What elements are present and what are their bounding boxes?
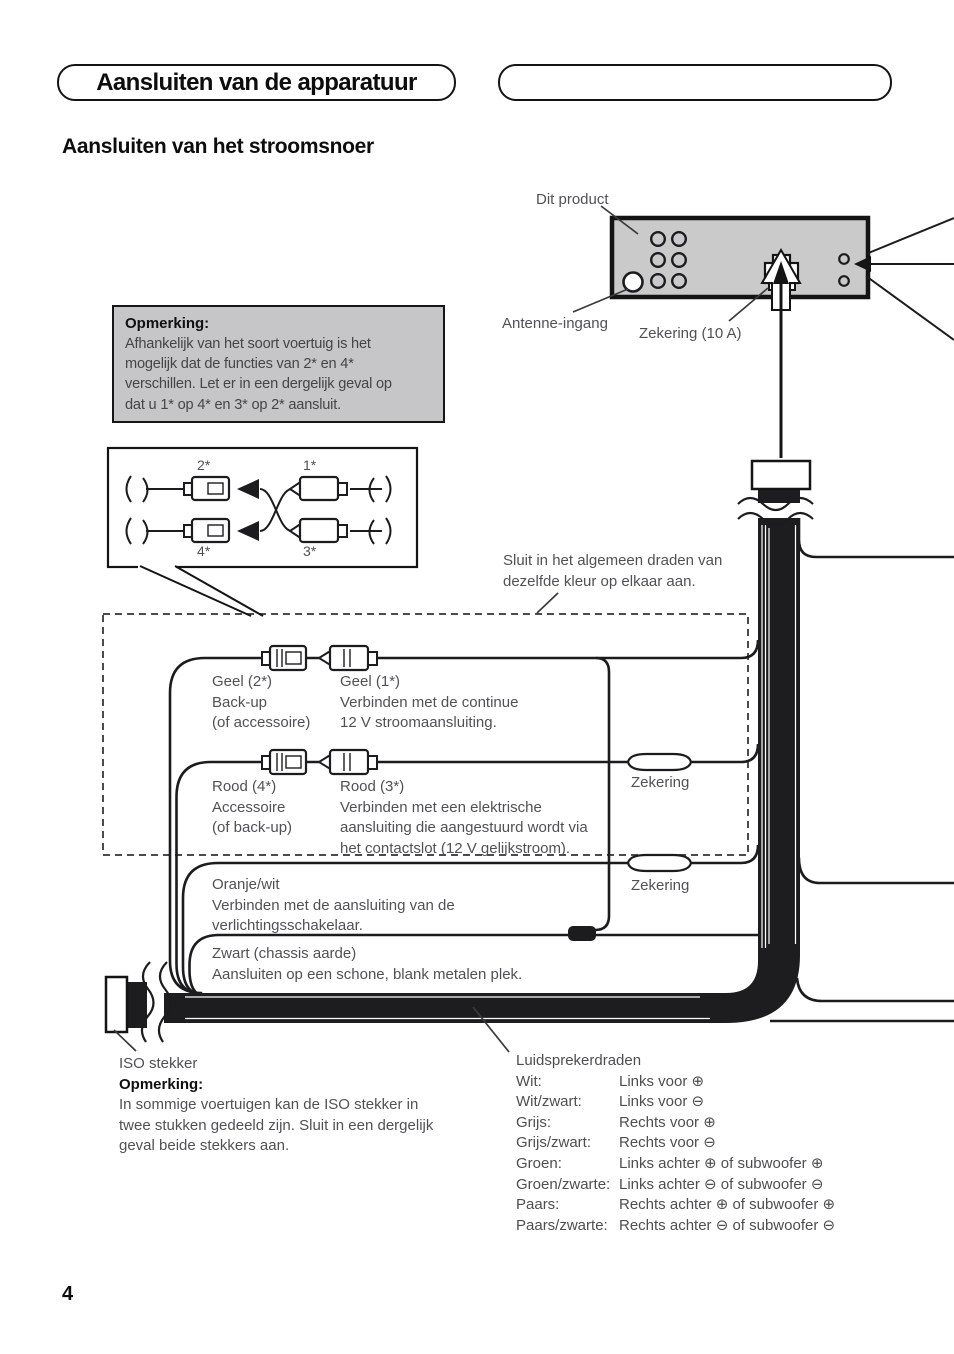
empty-title-box bbox=[498, 64, 892, 101]
ground-terminal-icon bbox=[568, 926, 596, 941]
fuse-icon-2 bbox=[628, 855, 691, 871]
speaker-row: Groen: Links achter ⊕ of subwoofer ⊕ bbox=[516, 1154, 824, 1172]
spade-connector-male-rood bbox=[319, 750, 377, 774]
up-arrow-icon bbox=[762, 250, 800, 458]
speaker-row: Grijs: Rechts voor ⊕ bbox=[516, 1113, 716, 1131]
label-geel2: Geel (2*) Back-up (of accessoire) bbox=[212, 673, 311, 731]
label-zekering-2: Zekering bbox=[631, 877, 690, 894]
leader-antenne bbox=[573, 289, 628, 312]
label-oranje: Oranje/wit Verbinden met de aansluiting van de verlichtingsschakelaar. bbox=[212, 876, 455, 934]
hint-line: dezelfde kleur op elkaar aan. bbox=[503, 572, 696, 590]
label-zekering-10a: Zekering (10 A) bbox=[639, 325, 742, 342]
connector-label-2: 2* bbox=[197, 457, 211, 473]
output-port bbox=[839, 276, 849, 286]
iso-note: Opmerking: In sommige voertuigen kan de ISO stekker in twee stukken gedeeld zijn. Sluit in een dergelijk geval beide stekkers aan. bbox=[119, 1076, 434, 1154]
speaker-row: Paars/zwarte: Rechts achter ⊖ of subwoofer ⊖ bbox=[516, 1216, 836, 1234]
label-antenne-ingang: Antenne-ingang bbox=[502, 315, 608, 332]
connector-label-3: 3* bbox=[303, 543, 317, 559]
note-title: Opmerking: bbox=[125, 315, 210, 332]
label-geel1: Geel (1*) Verbinden met de continue 12 V stroomaansluiting. bbox=[340, 673, 519, 731]
antenna-input-port bbox=[624, 273, 643, 292]
speaker-row: Grijs/zwart: Rechts voor ⊖ bbox=[516, 1134, 716, 1152]
speaker-row: Wit/zwart: Links voor ⊖ bbox=[516, 1093, 705, 1111]
hint-text bbox=[503, 551, 722, 592]
note-line: Afhankelijk van het soort voertuig is het bbox=[125, 336, 371, 352]
connector-swap-box bbox=[108, 448, 417, 616]
speaker-row: Paars: Rechts achter ⊕ of subwoofer ⊕ bbox=[516, 1196, 836, 1214]
product-rear-panel bbox=[612, 218, 868, 297]
label-rood3: Rood (3*) Verbinden met een elektrische aansluiting die aangestuurd wordt via het contactslot (12 V gelijkstroom). bbox=[340, 778, 588, 857]
leader-hint bbox=[537, 593, 558, 613]
note-line: mogelijk dat de functies van 2* en 4* bbox=[125, 356, 354, 373]
speaker-list-title: Luidsprekerdraden bbox=[516, 1052, 642, 1069]
note-line: verschillen. Let er in een dergelijk geval op bbox=[125, 376, 392, 393]
iso-note-title: Opmerking: bbox=[119, 1076, 204, 1093]
note-line: dat u 1* op 4* en 3* op 2* aansluit. bbox=[125, 396, 341, 413]
right-branch-wire-1 bbox=[799, 505, 954, 557]
label-zekering-1: Zekering bbox=[631, 774, 690, 791]
spade-connector-male-geel bbox=[319, 646, 377, 670]
spade-connector-female-geel bbox=[262, 646, 306, 670]
label-rood4: Rood (4*) Accessoire (of back-up) bbox=[212, 778, 293, 836]
page-number: 4 bbox=[62, 1283, 74, 1305]
note-box bbox=[112, 305, 445, 423]
speaker-row: Groen/zwarte: Links achter ⊖ of subwoofer ⊖ bbox=[516, 1175, 824, 1193]
hint-line: Sluit in het algemeen draden van bbox=[503, 552, 723, 569]
wired-remote-port bbox=[839, 254, 849, 264]
speaker-wire-list bbox=[516, 1051, 835, 1236]
connector-label-4: 4* bbox=[197, 543, 211, 559]
section-title: Aansluiten van het stroomsnoer bbox=[62, 135, 374, 158]
iso-connector-icon bbox=[106, 977, 127, 1032]
label-iso-stekker: ISO stekker bbox=[119, 1055, 198, 1072]
cord-connector-cap bbox=[752, 461, 810, 489]
speaker-row: Wit: Links voor ⊕ bbox=[516, 1072, 705, 1090]
label-dit-product: Dit product bbox=[536, 191, 609, 208]
offpage-lines bbox=[866, 218, 954, 340]
chapter-title-box bbox=[57, 64, 456, 101]
right-branch-wire-3 bbox=[797, 978, 954, 1001]
chapter-title: Aansluiten van de apparatuur bbox=[96, 68, 417, 96]
connector-label-1: 1* bbox=[303, 457, 317, 473]
label-zwart: Zwart (chassis aarde) Aansluiten op een schone, blank metalen plek. bbox=[212, 945, 523, 983]
spade-connector-female-rood bbox=[262, 750, 306, 774]
right-branch-wire-2 bbox=[799, 858, 954, 883]
fuse-icon-1 bbox=[628, 754, 691, 770]
